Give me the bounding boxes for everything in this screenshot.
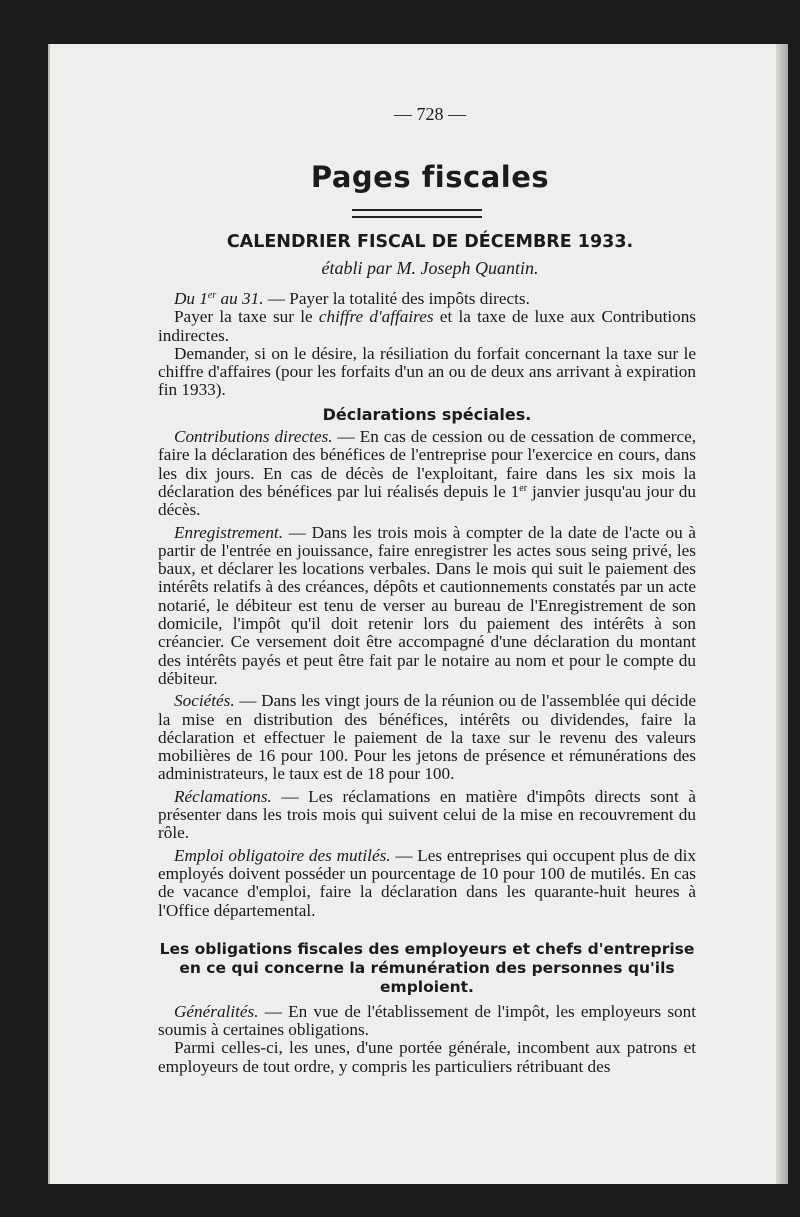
paragraph-forfait: Demander, si on le désire, la résiliation du forfait concernant la taxe sur le chiffre d'affaires (pour les forfaits d'un an ou de deux ans arrivant à expiration fin 1933). bbox=[158, 343, 696, 400]
paragraph-text: — Dans les vingt jours de la réunion ou de l'assemblée qui décide la mise en distribution des bénéfices, intérêts ou dividendes, faire la déclaration et effectuer le paiement de la taxe sur le revenu des valeurs mobilières de 16 pour 100. Pour les jetons de présence et rémunérations des administrateurs, le taux est de 18 pour 100. bbox=[158, 691, 696, 784]
paragraph-emploi-mutiles bbox=[158, 847, 696, 920]
paragraph-lead: Réclamations. bbox=[174, 786, 272, 806]
paragraph-dates bbox=[158, 290, 696, 308]
heading-line: Les obligations fiscales des employeurs et chefs d'entreprise bbox=[159, 939, 695, 958]
paragraph-text: — Les entreprises qui occupent plus de dix employés doivent posséder un pourcentage de 10 pour 100 de mutilés. En cas de vacance d'emploi, faire la déclaration dans les quarante-huit heures à l'Office départemental. bbox=[158, 845, 696, 920]
section-heading-obligations bbox=[158, 940, 696, 997]
paragraph-text: — En cas de cession ou de cessation de commerce, faire la déclaration des bénéfices de l'entreprise pour l'exercice en cours, dans les dix jours. En cas de décès de l'exploitant, faire dans les six mois la déclaration des bénéfices par lui réalisés depuis le 1 bbox=[158, 427, 696, 501]
date-range-lead bbox=[174, 289, 264, 308]
paragraph-lead: Contributions directes. bbox=[174, 427, 333, 447]
paragraph-chiffre-affaires bbox=[158, 308, 696, 345]
paragraph-reclamations bbox=[158, 788, 696, 843]
date-start: Du 1 bbox=[174, 289, 208, 308]
paragraph-lead: Généralités. bbox=[174, 1001, 259, 1021]
paragraph-lead: Enregistrement. bbox=[174, 522, 283, 542]
paragraph-text: — Dans les trois mois à compter de la date de l'acte ou à partir de l'entrée en jouissance, faire enregistrer les actes sous seing privé, les baux, et déclarer les locations verbales. Dans le mois qui suit le paiement des intérêts relatifs à des créances, dépôts et cautionnements constatés par un acte notarié, le débiteur est tenu de verser au bureau de l'Enregistrement de son domicile, l'impôt qu'il doit retenir lors du paiement des intérêts à son créancier. Ce versement doit être accompagné d'une déclaration du montant des intérêts payés et peut être fait par le notaire au nom et pour le compte du débiteur. bbox=[158, 522, 696, 688]
paragraph-societes bbox=[158, 692, 696, 783]
section-heading-declarations: Déclarations spéciales. bbox=[322, 404, 532, 424]
article-body bbox=[158, 290, 696, 1076]
paragraph-text: — Les réclamations en matière d'impôts directs sont à présenter dans les trois mois qui suivent celui de la mise en recouvrement du rôle. bbox=[158, 786, 696, 843]
paragraph-contributions bbox=[158, 428, 696, 519]
title-rule bbox=[352, 209, 482, 218]
heading-line: en ce qui concerne la rémunération des personnes qu'ils emploient. bbox=[179, 958, 675, 996]
paragraph-text: — En vue de l'établissement de l'impôt, les employeurs sont soumis à certaines obligations. bbox=[158, 1001, 696, 1040]
paragraph-lead: Emploi obligatoire des mutilés. bbox=[174, 845, 391, 865]
paragraph-lead: Sociétés. bbox=[174, 691, 235, 711]
page-title: Pages fiscales bbox=[310, 160, 550, 194]
paragraph-parmi-celles-ci: Parmi celles-ci, les unes, d'une portée générale, incombent aux patrons et employeurs de tout ordre, y compris les particuliers rétribuant des bbox=[158, 1038, 696, 1076]
ordinal-sup: er bbox=[207, 290, 217, 301]
paragraph-text: janvier jusqu'au jour du décès. bbox=[158, 481, 696, 520]
calendar-title: CALENDRIER FISCAL DE DÉCEMBRE 1933. bbox=[226, 232, 634, 252]
paragraph-enregistrement bbox=[158, 524, 696, 689]
emphasis-term: chiffre d'affaires bbox=[318, 307, 434, 327]
ordinal-sup: er bbox=[519, 482, 528, 494]
calendar-byline: établi par M. Joseph Quantin. bbox=[321, 258, 539, 278]
paragraph-text: — Payer la totalité des impôts directs. bbox=[263, 289, 530, 308]
paragraph-generalites bbox=[158, 1003, 696, 1040]
paragraph-text: et la taxe de luxe aux Contributions indirectes. bbox=[158, 307, 696, 345]
paragraph-text: Payer la taxe sur le bbox=[174, 307, 319, 327]
page-number: — 728 — bbox=[394, 104, 466, 124]
date-end: au 31. bbox=[216, 289, 264, 308]
